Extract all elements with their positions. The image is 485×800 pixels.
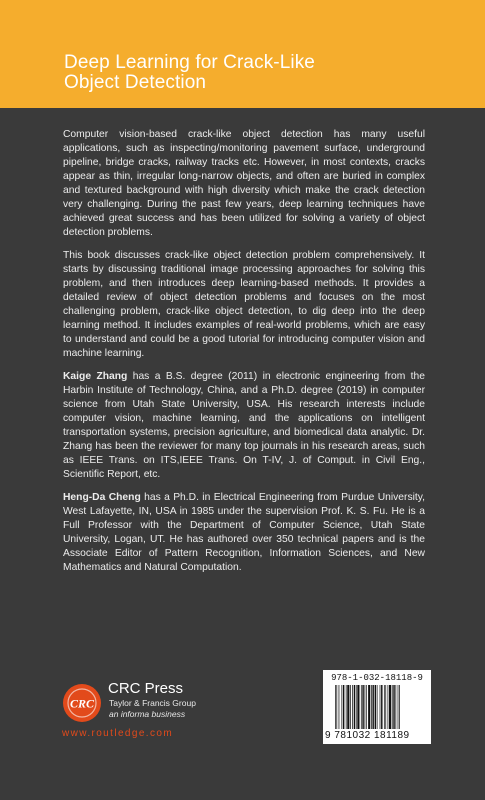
book-title xyxy=(64,53,424,93)
blurb xyxy=(63,128,425,584)
isbn-barcode xyxy=(323,670,431,744)
blurb-paragraph: This book discusses crack-like object detection problem comprehensively. It starts by discussing traditional image processing approaches for solving this problem, and then introduces deep learning-based methods. It provides a detailed review of object detection problems and focuses on the most challenging problem, crack-like object detection, to dig deep into the deep learning method. It includes examples of real-world problems, which are easy to understand and could be a good tutorial for introducing computer vision and machine learning. xyxy=(63,250,425,359)
isbn-label: 978-1-032-18118-9 xyxy=(331,673,423,683)
blurb-paragraph: Computer vision-based crack-like object detection has many useful applications, such as inspecting/monitoring pavement surface, underground pipeline, bridge cracks, railway tracks etc. However, in most contexts, cracks appear as thin, irregular long-narrow objects, and often are buried in complex and textured background with high diversity which make the crack detection very challenging. During the past few years, deep learning techniques have achieved great success and has been utilized for solving a variety of object detection problems. xyxy=(63,129,425,238)
publisher-tagline: an informa business xyxy=(109,709,186,719)
author-bio xyxy=(63,491,425,575)
barcode-bars xyxy=(335,685,427,729)
author-bio-text: has a Ph.D. in Electrical Engineering from Purdue University, West Lafayette, IN, USA in 1985 under the supervision Prof. K. S. Fu. He is a Full Professor with the Department of Computer Science, Utah State University, Logan, UT. He has authored over 350 technical papers and is the Associate Editor of Pattern Recognition, Information Sciences, and New Mathematics and Natural Computation. xyxy=(63,492,425,573)
publisher-name: CRC Press xyxy=(108,680,184,697)
crc-press-logo-icon xyxy=(61,682,103,724)
isbn-digits: 9 781032 181189 xyxy=(325,730,410,741)
publisher-group: Taylor & Francis Group xyxy=(109,698,196,708)
author-bio xyxy=(63,370,425,482)
author-name: Heng-Da Cheng xyxy=(63,492,141,503)
title-band xyxy=(0,0,485,108)
publisher-block xyxy=(61,676,261,746)
title-line-1: Deep Learning for Crack-Like xyxy=(64,52,315,73)
title-line-2: Object Detection xyxy=(64,72,207,93)
crc-logo-text: CRC xyxy=(69,696,95,711)
publisher-url: www.routledge.com xyxy=(62,728,174,739)
author-name: Kaige Zhang xyxy=(63,371,128,382)
author-bio-text: has a B.S. degree (2011) in electronic engineering from the Harbin Institute of Technology, China, and a Ph.D. degree (2019) in computer science from Utah State University, USA. His research interests include computer vision, machine learning, and the applications on intelligent transportation systems, precision agriculture, and biomedical data analytic. Dr. Zhang has been the reviewer for many top journals in his research areas, such as IEEE Trans. on ITS,IEEE Trans. On T-IV, J. of Comput. in Civil Eng., Scientific Report, etc. xyxy=(63,371,425,480)
